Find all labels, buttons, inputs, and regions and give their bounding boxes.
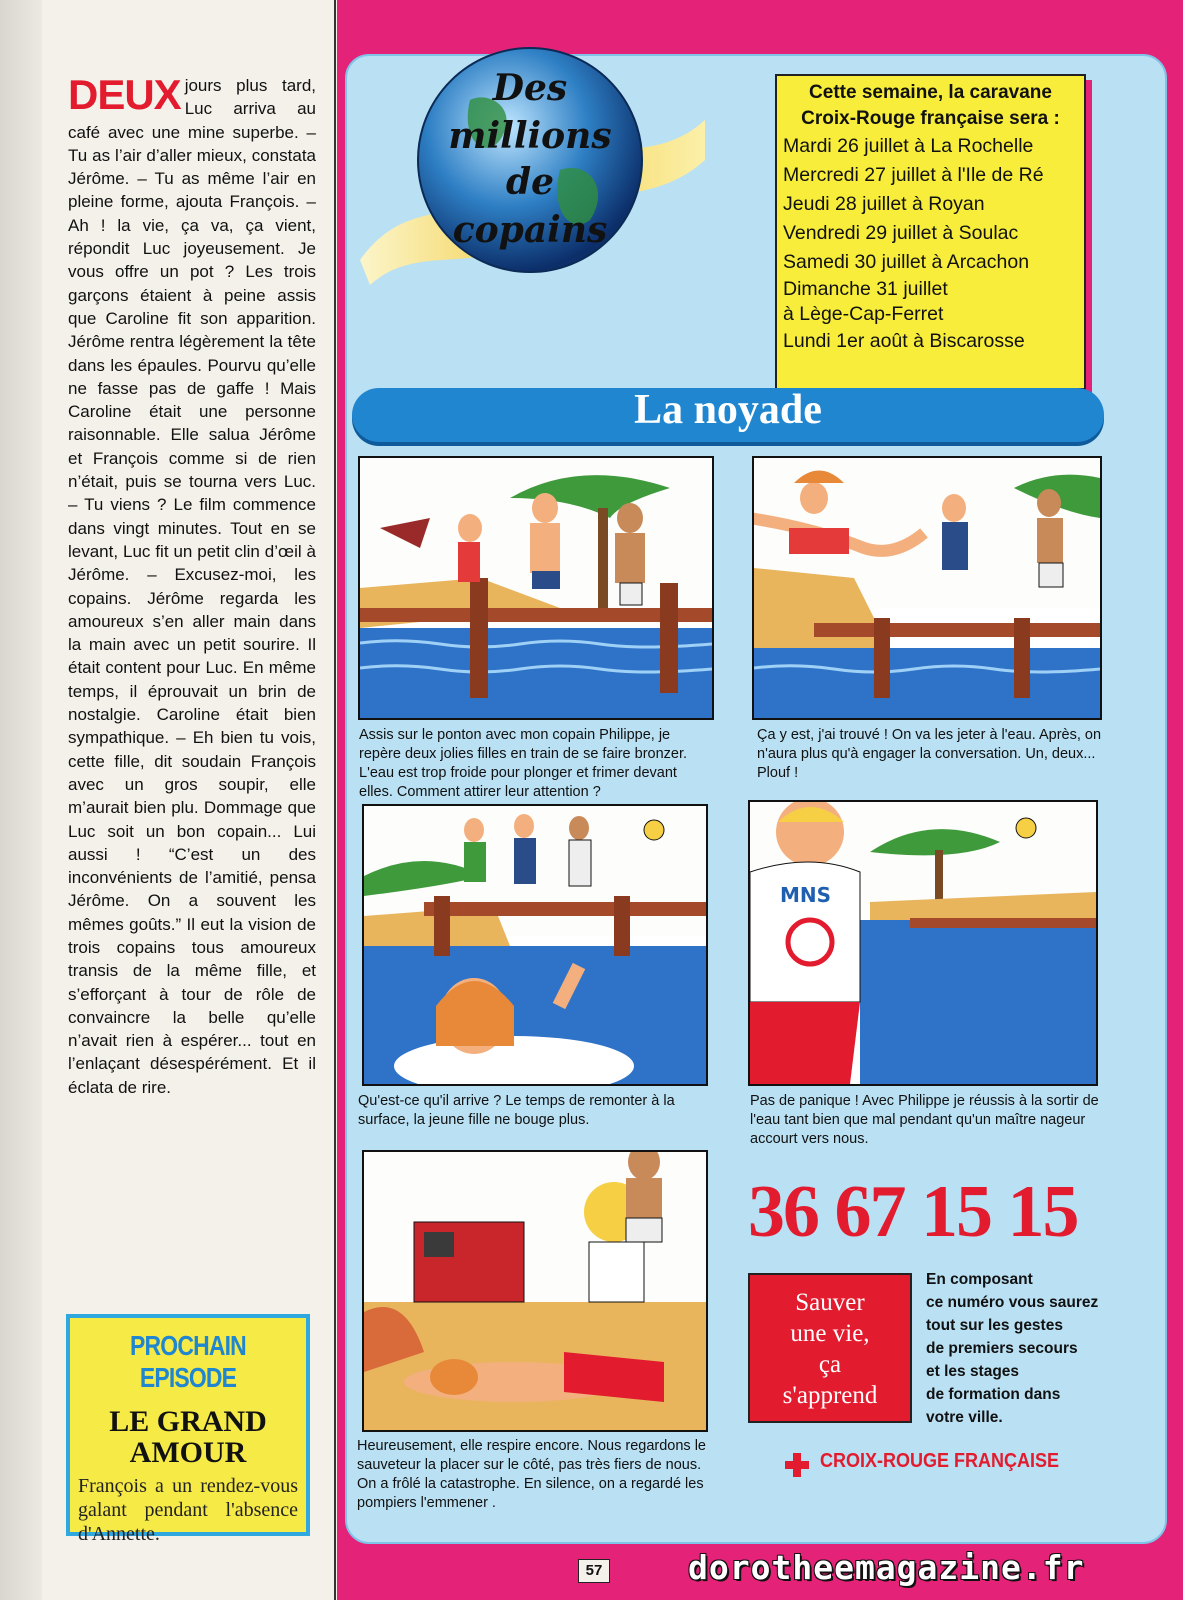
comic-panel-5: [362, 1150, 708, 1432]
promo-text-line: ce numéro vous saurez: [926, 1294, 1099, 1311]
logo-line3: de: [505, 161, 555, 203]
next-episode-label: PROCHAIN EPISODE: [130, 1330, 246, 1393]
logo-line1: Des: [492, 67, 568, 109]
next-episode-box: [66, 1314, 310, 1545]
promo-text-line: En composant: [926, 1271, 1033, 1288]
column-divider: [334, 0, 336, 1600]
panel-5-illustration: [364, 1152, 706, 1430]
save-a-life-line4: s'apprend: [782, 1382, 878, 1409]
save-a-life-line2: une vie,: [790, 1320, 870, 1347]
phone-number: 36 67 15 15: [748, 1171, 1078, 1253]
schedule-box: [775, 74, 1086, 390]
next-episode-title-line1: LE GRAND: [109, 1405, 267, 1438]
schedule-item: Dimanche 31 juillet: [783, 278, 948, 300]
schedule-heading-line1: Cette semaine, la caravane: [809, 82, 1052, 103]
comic-title: La noyade: [634, 387, 822, 433]
schedule-item: à Lège-Cap-Ferret: [783, 303, 944, 325]
promo-text-line: de premiers secours: [926, 1340, 1078, 1357]
comic-panel-1: [358, 456, 714, 720]
red-cross-icon: [784, 1452, 810, 1478]
caption-panel-5: Heureusement, elle respire encore. Nous regardons le sauveteur la placer sur le côté, pas très fiers de nous. On a frôlé la catastrophe. En silence, on a regardé les pompiers l'emmener .: [357, 1438, 706, 1511]
page-number: 57: [578, 1559, 610, 1583]
caption-panel-1: Assis sur le ponton avec mon copain Philippe, je repère deux jolies filles en train de se faire bronzer. L'eau est trop froide pour plonger et frimer devant elles. Comment attirer leur attention ?: [359, 727, 688, 800]
save-a-life-line1: Sauver: [795, 1289, 865, 1316]
comic-panel-3: [362, 804, 708, 1086]
mns-shirt-text: MNS: [780, 883, 832, 907]
schedule-item: Mardi 26 juillet à La Rochelle: [783, 135, 1034, 157]
schedule-item: Lundi 1er août à Biscarosse: [783, 330, 1025, 352]
logo-line2: millions: [448, 115, 612, 157]
promo-text-line: tout sur les gestes: [926, 1317, 1063, 1334]
panel-4-illustration: [750, 802, 1096, 1084]
promo-text-line: de formation dans: [926, 1386, 1061, 1403]
comic-panel-2: [752, 456, 1102, 720]
panel-3-illustration: [364, 806, 706, 1084]
next-episode-title-line2: AMOUR: [129, 1436, 247, 1469]
panel-2-illustration: [754, 458, 1100, 718]
schedule-item: Jeudi 28 juillet à Royan: [783, 193, 985, 215]
promo-text-line: et les stages: [926, 1363, 1020, 1380]
next-episode-text: François a un rendez-vous galant pendant l'absence d'Annette.: [78, 1475, 298, 1545]
logo-line4: copains: [452, 209, 608, 251]
schedule-item: Mercredi 27 juillet à l'Ile de Ré: [783, 164, 1044, 186]
schedule-item: Vendredi 29 juillet à Soulac: [783, 222, 1019, 244]
caption-panel-4: Pas de panique ! Avec Philippe je réussis à la sortir de l'eau tant bien que mal pendant qu'un maître nageur accourt vers nous.: [750, 1093, 1099, 1147]
website-watermark: dorotheemagazine.fr: [688, 1548, 1085, 1587]
story-text: [68, 71, 316, 1099]
caption-panel-3: Qu'est-ce qu'il arrive ? Le temps de remonter à la surface, la jeune fille ne bouge plus.: [358, 1093, 675, 1128]
page-edge: [0, 0, 42, 1600]
next-episode-title: [70, 1406, 306, 1468]
promo-text-line: votre ville.: [926, 1409, 1003, 1426]
comic-panel-4: [748, 800, 1098, 1086]
story-body: jours plus tard, Luc arriva au café avec une mine superbe. – Tu as l’air d’aller mieux, constata Jérôme. – Tu as même l’air en pleine forme, ajouta François. – Ah ! la vie, ça va, ça vient, répondit Luc joyeusement. Je vous offre un pot ? Les trois garçons étaient à peine assis que Caroline fit son apparition. Jérôme rentra légèrement la tête dans les épaules. Pourvu qu’elle ne fasse pas de gaffe ! Mais Caroline était une personne raisonnable. Elle salua Jérôme et François comme si de rien n’était, puis se tourna vers Luc. – Tu viens ? Le film commence dans vingt minutes. Tout en se levant, Luc fit un petit clin d’œil à Jérôme. – Excusez-moi, les copains. Jérôme regarda les amoureux s’en aller main dans la main avec un petit sourire. Il était content pour Luc. En même temps, il éprouvait un brin de nostalgie. Caroline était bien sympathique. – Eh bien tu vois, cette fille, dit soudain François avec un gros soupir, elle m’aurait bien plu. Dommage que Luc soit un bon copain... Lui aussi ! “C’est un des inconvénients de l’amitié, pensa Jérôme. On a souvent les mêmes goûts.” Il eut la vision de trois copains tous amoureux transis de la même fille, et s’efforçant à tour de rôle de convaincre la belle qu’elle n’avait rien à espérer... tout en l’enlaçant désespérément. Et il éclata de rire.: [68, 76, 316, 1097]
croix-rouge-label: CROIX-ROUGE FRANÇAISE: [820, 1450, 1060, 1472]
globe-logo: [350, 30, 710, 300]
story-column: [68, 71, 316, 1099]
save-a-life-box: [748, 1273, 912, 1423]
panel-1-illustration: [360, 458, 712, 718]
schedule-heading-line2: Croix-Rouge française sera :: [801, 108, 1060, 129]
story-drop-word: DEUX: [68, 71, 181, 118]
save-a-life-line3: ça: [818, 1351, 842, 1378]
title-banner: [352, 388, 1104, 442]
promo-description: [926, 1268, 1116, 1429]
schedule-item: Samedi 30 juillet à Arcachon: [783, 251, 1030, 273]
caption-panel-2: Ça y est, j'ai trouvé ! On va les jeter à l'eau. Après, on n'aura plus qu'à engager la conversation. Un, deux... Plouf !: [757, 727, 1102, 781]
